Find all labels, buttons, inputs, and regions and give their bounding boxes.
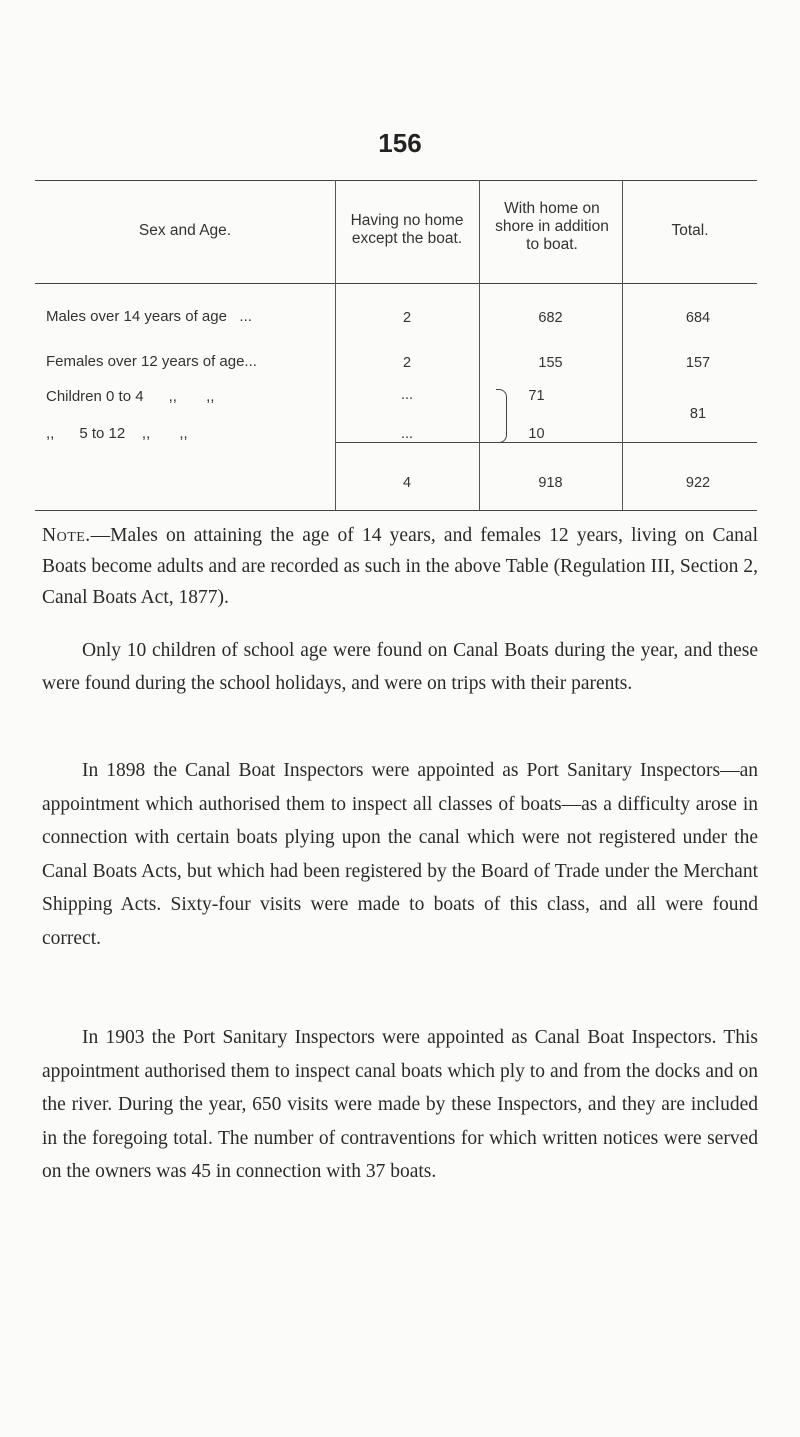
column-divider: [335, 180, 336, 510]
paragraph: Only 10 children of school age were found on Canal Boats during the year, and these were found during the school holidays, and were on trips with their parents.: [42, 640, 758, 694]
table-subtotal-rule: [335, 442, 757, 443]
total-home-shore: 918: [538, 475, 563, 491]
cell-total: 81: [689, 406, 707, 422]
cell-no-home: ...: [400, 387, 414, 403]
row-label: ,, 5 to 12 ,, ,,: [46, 425, 188, 442]
paragraph: In 1898 the Canal Boat Inspectors were appointed as Port Sanitary Inspectors—an appointment which authorised them to inspect all classes of boats—as a difficulty arose in connection with certain boats plying upon the canal which were not registered under the Canal Boats Acts, but which had been registered by the Board of Trade under the Merchant Shipping Acts. Sixty-four visits were made to boats of this class, and all were found correct.: [42, 760, 758, 949]
table-bottom-rule: [35, 510, 757, 511]
paragraph: In 1903 the Port Sanitary Inspectors were appointed as Canal Boat Inspectors. This appointment authorised them to inspect canal boats which ply to and from the docks and on the river. During the year, 650 visits were made by these Inspectors, and they are included in the foregoing total. The number of contraventions for which written notices were served on the owners was 45 in connection with 37 boats.: [42, 1027, 758, 1182]
row-label: Males over 14 years of age ...: [46, 308, 252, 325]
cell-total: 684: [685, 310, 711, 326]
header-home-shore: With home on shore in addition to boat.: [495, 200, 609, 253]
note-label: Note.: [42, 525, 91, 546]
cell-no-home: 2: [402, 310, 412, 326]
total-no-home: 4: [402, 475, 412, 491]
row-label: Females over 12 years of age...: [46, 353, 257, 370]
cell-home-shore: 71: [528, 388, 545, 404]
table-note: [42, 520, 758, 613]
cell-home-shore: 155: [538, 355, 563, 371]
header-no-home: Having no home except the boat.: [350, 212, 464, 247]
header-total: Total.: [671, 222, 709, 239]
cell-no-home: 2: [402, 355, 412, 371]
cell-home-shore: 10: [528, 426, 545, 442]
cell-home-shore: 682: [538, 310, 563, 326]
page-number: 156: [378, 128, 422, 158]
row-label: Children 0 to 4 ,, ,,: [46, 388, 215, 405]
table-top-rule: [35, 180, 757, 181]
cell-no-home: ...: [400, 426, 414, 442]
children-brace: [496, 389, 507, 443]
cell-total: 157: [685, 355, 711, 371]
census-table: [35, 180, 757, 511]
note-text: —Males on attaining the age of 14 years, and females 12 years, living on Canal Boats become adults and are recorded as such in the above Table (Regulation III, Section 2, Canal Boats Act, 1877).: [42, 525, 758, 608]
column-divider: [479, 180, 480, 510]
grand-total: 922: [685, 475, 711, 491]
header-sex-age: Sex and Age.: [138, 222, 232, 239]
table-header-rule: [35, 283, 757, 284]
